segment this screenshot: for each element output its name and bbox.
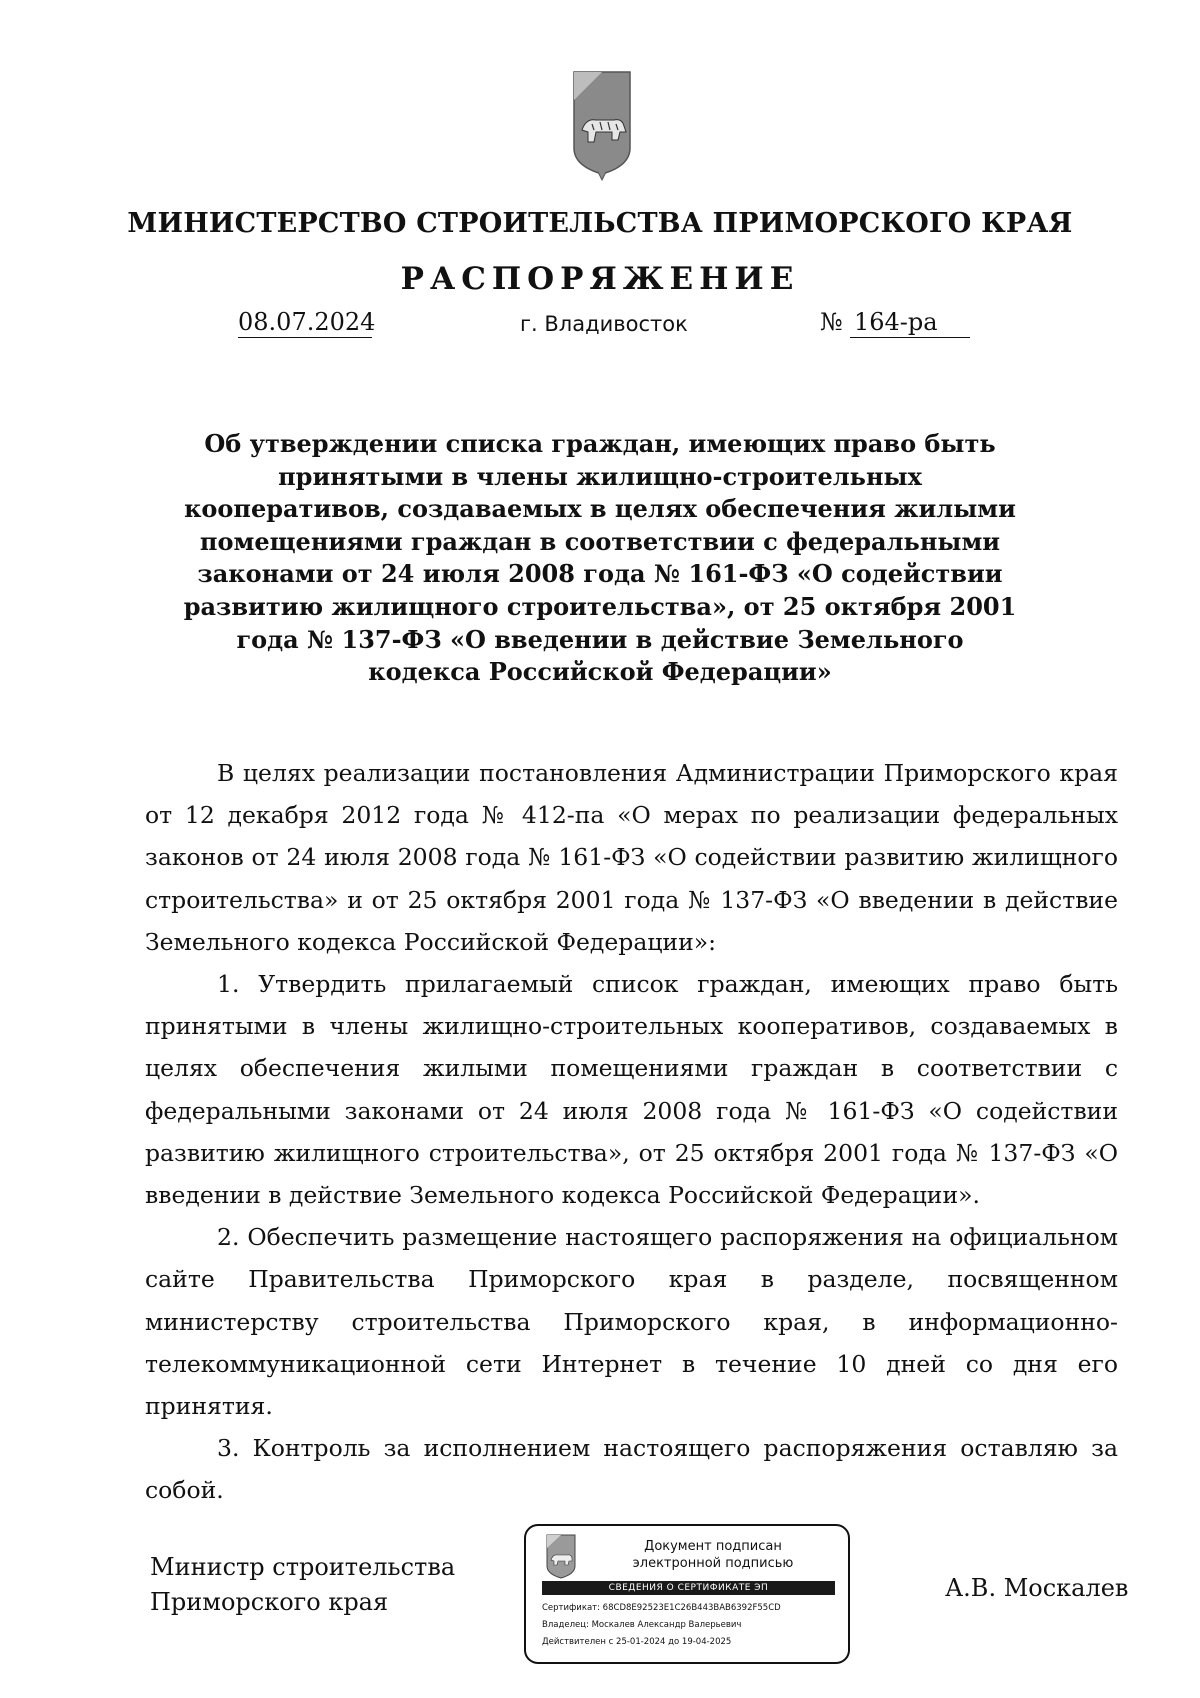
- stamp-title-line1: Документ подписан: [644, 1539, 782, 1554]
- stamp-certificate: Сертификат: 68CD8E92523E1C26B443BAB6392F55CD: [542, 1603, 781, 1613]
- electronic-signature-stamp: [524, 1524, 850, 1664]
- item-1-paragraph: 1. Утвердить прилагаемый список граждан, имеющих право быть принятыми в члены жилищно-строительных кооперативов, создаваемых в целях обеспечения жилыми помещениями граждан в соответствии с федеральными законами от 24 июля 2008 года № 161-ФЗ «О содействии развитию жилищного строительства», от 25 октября 2001 года № 137-ФЗ «О введении в действие Земельного кодекса Российской Федерации».: [145, 970, 1118, 1210]
- stamp-owner: Владелец: Москалев Александр Валерьевич: [542, 1620, 742, 1630]
- document-title: Об утверждении списка граждан, имеющих право быть принятыми в члены жилищно-строительных кооперативов, создаваемых в целях обеспечения жилыми помещениями граждан в соответствии с федеральными законами от 24 июля 2008 года № 161-ФЗ «О содействии развитию жилищного строительства», от 25 октября 2001 года № 137-ФЗ «О введении в действие Земельного кодекса Российской Федерации»: [183, 429, 1017, 687]
- stamp-title: [586, 1538, 840, 1572]
- stamp-title-line2: электронной подписью: [632, 1556, 794, 1571]
- signer-position-line2: Приморского края: [150, 1588, 389, 1616]
- preamble-paragraph: В целях реализации постановления Администрации Приморского края от 12 декабря 2012 года № 412-па «О мерах по реализации федеральных законов от 24 июля 2008 года № 161-ФЗ «О содействии развитию жилищного строительства» и от 25 октября 2001 года № 137-ФЗ «О введении в действие Земельного кодекса Российской Федерации»:: [145, 759, 1118, 956]
- signer-name: А.В. Москалев: [945, 1574, 1129, 1602]
- stamp-validity: Действителен с 25-01-2024 до 19-04-2025: [542, 1637, 732, 1647]
- ministry-name: МИНИСТЕРСТВО СТРОИТЕЛЬСТВА ПРИМОРСКОГО КРАЯ: [127, 208, 1073, 239]
- coat-of-arms-icon: [546, 1534, 576, 1580]
- document-number: 164-ра: [850, 308, 970, 338]
- document-city: г. Владивосток: [520, 312, 688, 336]
- coat-of-arms-icon: [572, 70, 632, 182]
- number-label: №: [820, 308, 843, 336]
- signer-position-line1: Министр строительства: [150, 1553, 456, 1581]
- document-type: РАСПОРЯЖЕНИЕ: [400, 261, 800, 297]
- item-2-paragraph: 2. Обеспечить размещение настоящего распоряжения на официальном сайте Правительства Приморского края в разделе, посвященном министерству строительства Приморского края, в информационно-телекоммуникационной сети Интернет в течение 10 дней со дня его принятия.: [145, 1223, 1118, 1421]
- stamp-certificate-bar: СВЕДЕНИЯ О СЕРТИФИКАТЕ ЭП: [542, 1581, 835, 1595]
- signer-position: [150, 1550, 455, 1620]
- document-body: [145, 752, 1118, 1512]
- document-date: 08.07.2024: [238, 308, 376, 336]
- item-3-paragraph: 3. Контроль за исполнением настоящего распоряжения оставляю за собой.: [145, 1434, 1118, 1505]
